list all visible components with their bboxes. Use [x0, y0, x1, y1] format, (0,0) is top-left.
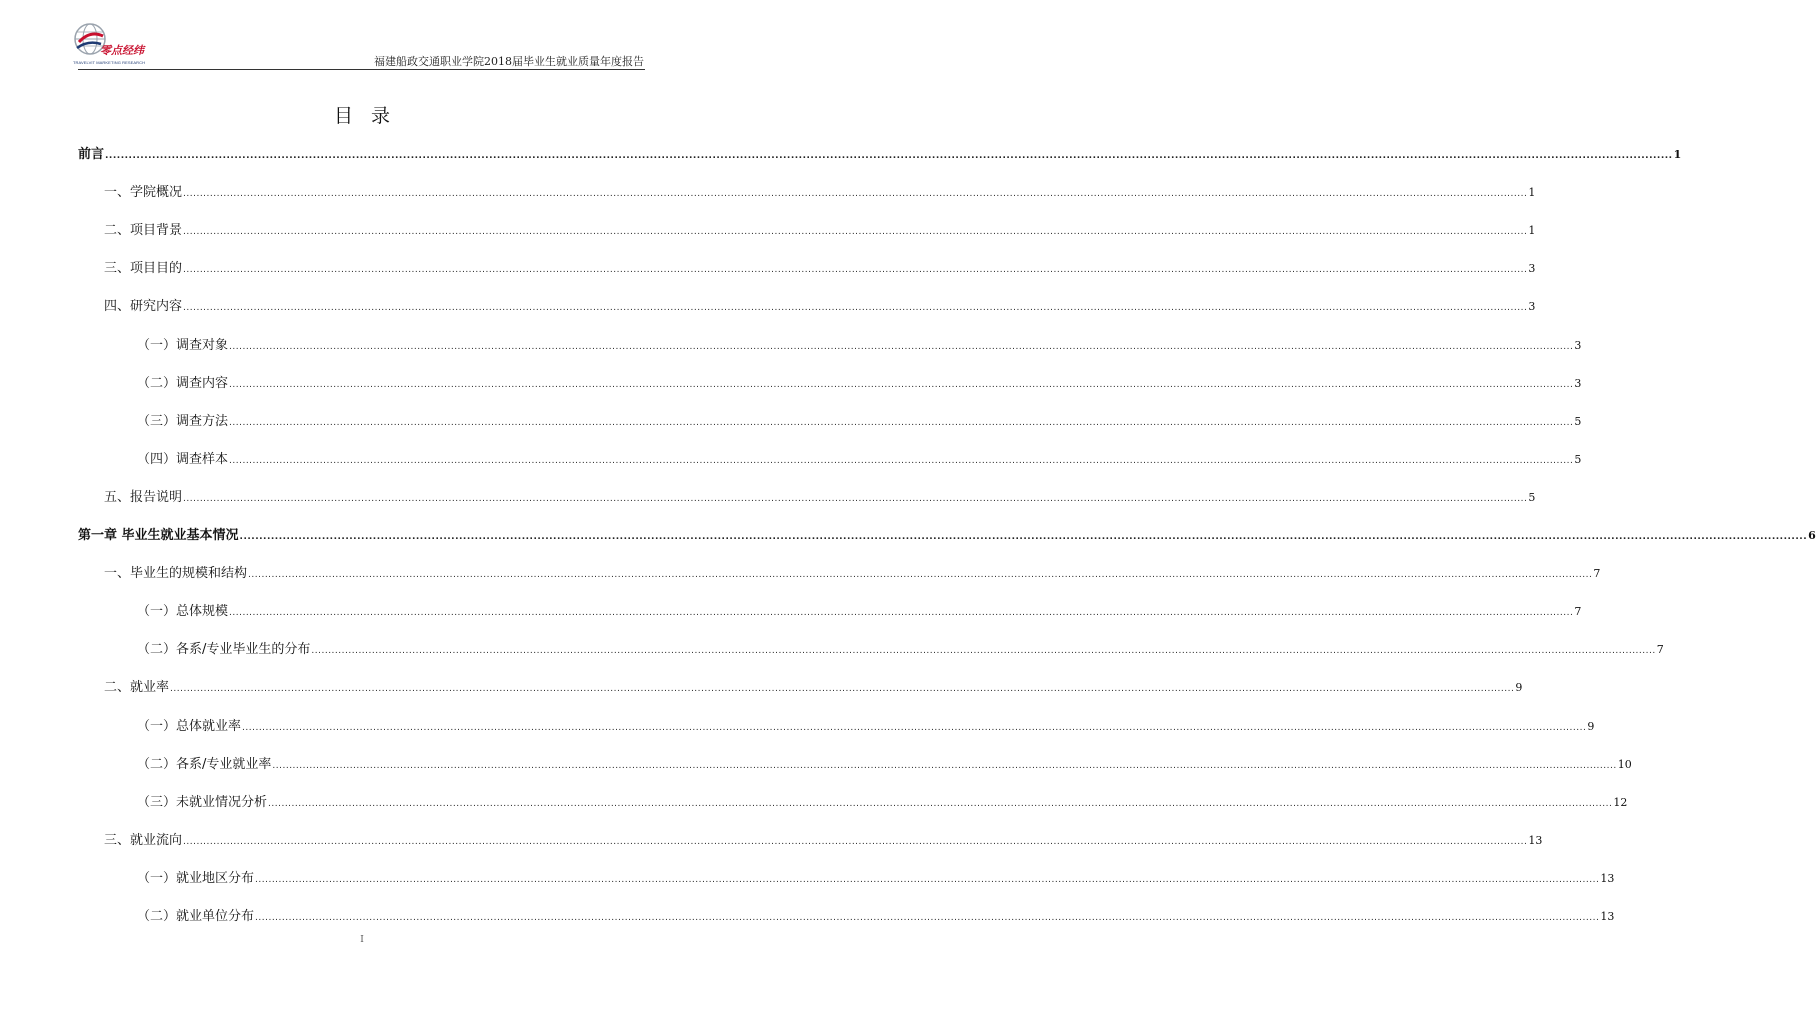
- toc-entry[interactable]: [104, 181, 1536, 201]
- toc-entry-page-number: 9: [1587, 719, 1595, 733]
- toc-entry[interactable]: [137, 867, 1615, 887]
- toc-dot-leader: ................................................................................................................................................................................................................................................................................................................................................................................................................: [268, 798, 1613, 809]
- logo-subtitle: TRAVELVIT MARKETING RESEARCH: [73, 60, 146, 65]
- toc-dot-leader: ................................................................................................................................................................................................................................................................................................................................................................................................................: [183, 303, 1528, 314]
- toc-dot-leader: ................................................................................................................................................................................................................................................................................................................................................................................................................: [183, 836, 1528, 847]
- toc-entry-page-number: 12: [1613, 795, 1628, 809]
- toc-dot-leader: ................................................................................................................................................................................................................................................................................................................................................................................................................: [242, 722, 1587, 733]
- toc-entry[interactable]: [104, 676, 1523, 696]
- toc-entry-label: 第一章 毕业生就业基本情况: [78, 528, 239, 543]
- toc-entry[interactable]: [137, 410, 1582, 430]
- toc-entry-label: 一、学院概况: [104, 185, 183, 201]
- toc-entry-page-number: 9: [1515, 681, 1523, 695]
- toc-dot-leader: ................................................................................................................................................................................................................................................................................................................................................................................................................: [311, 646, 1656, 657]
- toc-entry-page-number: 3: [1574, 376, 1582, 390]
- toc-entry-label: 四、研究内容: [104, 299, 183, 315]
- toc-entry[interactable]: [137, 753, 1632, 773]
- toc-entry-label: （一）调查对象: [137, 337, 229, 353]
- toc-dot-leader: ................................................................................................................................................................................................................................................................................................................................................................................................................: [229, 417, 1574, 428]
- toc-entry[interactable]: [78, 143, 1682, 163]
- toc-entry-label: （二）各系/专业就业率: [137, 756, 272, 772]
- toc-entry-label: 五、报告说明: [104, 489, 183, 505]
- toc-dot-leader: ................................................................................................................................................................................................................................................................................................................................................................................................................: [239, 532, 1808, 542]
- toc-dot-leader: ................................................................................................................................................................................................................................................................................................................................................................................................................: [183, 227, 1528, 238]
- toc-entry[interactable]: [137, 448, 1582, 468]
- toc-entry-page-number: 13: [1600, 910, 1615, 923]
- toc-entry[interactable]: [137, 372, 1582, 392]
- toc-entry[interactable]: [137, 638, 1664, 658]
- toc-entry-label: （二）调查内容: [137, 375, 229, 391]
- toc-entry-page-number: 1: [1673, 148, 1682, 161]
- toc-entry-page-number: 7: [1593, 567, 1601, 581]
- toc-dot-leader: ................................................................................................................................................................................................................................................................................................................................................................................................................: [183, 189, 1528, 200]
- toc-entry-label: （四）调查样本: [137, 451, 229, 467]
- toc-entry-page-number: 3: [1528, 300, 1536, 314]
- toc-entry-page-number: 7: [1656, 643, 1664, 657]
- toc-entry-label: 前言: [78, 147, 105, 162]
- toc-dot-leader: ................................................................................................................................................................................................................................................................................................................................................................................................................: [229, 455, 1574, 466]
- toc-dot-leader: ................................................................................................................................................................................................................................................................................................................................................................................................................: [255, 913, 1600, 923]
- footer-page-number: I: [360, 935, 364, 945]
- toc-entry-label: 三、就业流向: [104, 832, 183, 848]
- toc-entry[interactable]: [104, 257, 1536, 277]
- toc-dot-leader: ................................................................................................................................................................................................................................................................................................................................................................................................................: [229, 379, 1574, 390]
- toc-entry-page-number: 5: [1528, 490, 1536, 504]
- toc-entry[interactable]: [137, 334, 1582, 354]
- report-header-title: 福建船政交通职业学院2018届毕业生就业质量年度报告: [374, 55, 644, 68]
- toc-entry[interactable]: [137, 905, 1615, 925]
- toc-entry[interactable]: [104, 486, 1536, 506]
- toc-entry-page-number: 5: [1574, 414, 1582, 428]
- toc-dot-leader: ................................................................................................................................................................................................................................................................................................................................................................................................................: [229, 341, 1574, 352]
- toc-entry-label: （一）总体就业率: [137, 718, 242, 734]
- toc-entry[interactable]: [78, 524, 1816, 544]
- toc-entry-page-number: 13: [1600, 871, 1615, 885]
- toc-entry-page-number: 3: [1574, 338, 1582, 352]
- toc-entry-page-number: 5: [1574, 452, 1582, 466]
- logo-brand-text: 零点经纬: [100, 44, 144, 57]
- toc-dot-leader: ................................................................................................................................................................................................................................................................................................................................................................................................................: [248, 570, 1593, 581]
- toc-dot-leader: ................................................................................................................................................................................................................................................................................................................................................................................................................: [105, 151, 1673, 161]
- toc-entry-page-number: 6: [1808, 529, 1816, 542]
- toc-entry-page-number: 13: [1528, 833, 1543, 847]
- toc-entry-page-number: 7: [1574, 605, 1582, 619]
- toc-dot-leader: ................................................................................................................................................................................................................................................................................................................................................................................................................: [272, 760, 1617, 771]
- toc-dot-leader: ................................................................................................................................................................................................................................................................................................................................................................................................................: [183, 493, 1528, 504]
- toc-entry[interactable]: [104, 295, 1536, 315]
- toc-entry-page-number: 3: [1528, 262, 1536, 276]
- toc-entry[interactable]: [137, 600, 1582, 620]
- toc-dot-leader: ................................................................................................................................................................................................................................................................................................................................................................................................................: [229, 608, 1574, 619]
- toc-entry-label: （一）就业地区分布: [137, 870, 255, 886]
- toc-dot-leader: ................................................................................................................................................................................................................................................................................................................................................................................................................: [170, 684, 1515, 695]
- toc-dot-leader: ................................................................................................................................................................................................................................................................................................................................................................................................................: [255, 874, 1600, 885]
- toc-entry-page-number: 1: [1528, 224, 1536, 238]
- toc-entry-page-number: 1: [1528, 186, 1536, 200]
- toc-entry-label: 二、就业率: [104, 680, 170, 696]
- toc-entry-label: （二）就业单位分布: [137, 909, 255, 924]
- toc-entry-label: 三、项目目的: [104, 261, 183, 277]
- toc-entry-page-number: 10: [1617, 757, 1632, 771]
- toc-entry[interactable]: [137, 791, 1628, 811]
- toc-entry[interactable]: [137, 715, 1595, 735]
- toc-entry-label: （三）调查方法: [137, 413, 229, 429]
- toc-entry[interactable]: [104, 562, 1601, 582]
- toc-entry[interactable]: [104, 829, 1543, 849]
- toc-entry-label: 一、毕业生的规模和结构: [104, 566, 248, 582]
- toc-entry-label: （一）总体规模: [137, 604, 229, 620]
- toc-dot-leader: ................................................................................................................................................................................................................................................................................................................................................................................................................: [183, 265, 1528, 276]
- toc-entry-label: （三）未就业情况分析: [137, 794, 268, 810]
- toc-entry-label: 二、项目背景: [104, 223, 183, 239]
- toc-entry[interactable]: [104, 219, 1536, 239]
- page-title: 目录: [333, 105, 408, 127]
- toc-entry-label: （二）各系/专业毕业生的分布: [137, 642, 311, 658]
